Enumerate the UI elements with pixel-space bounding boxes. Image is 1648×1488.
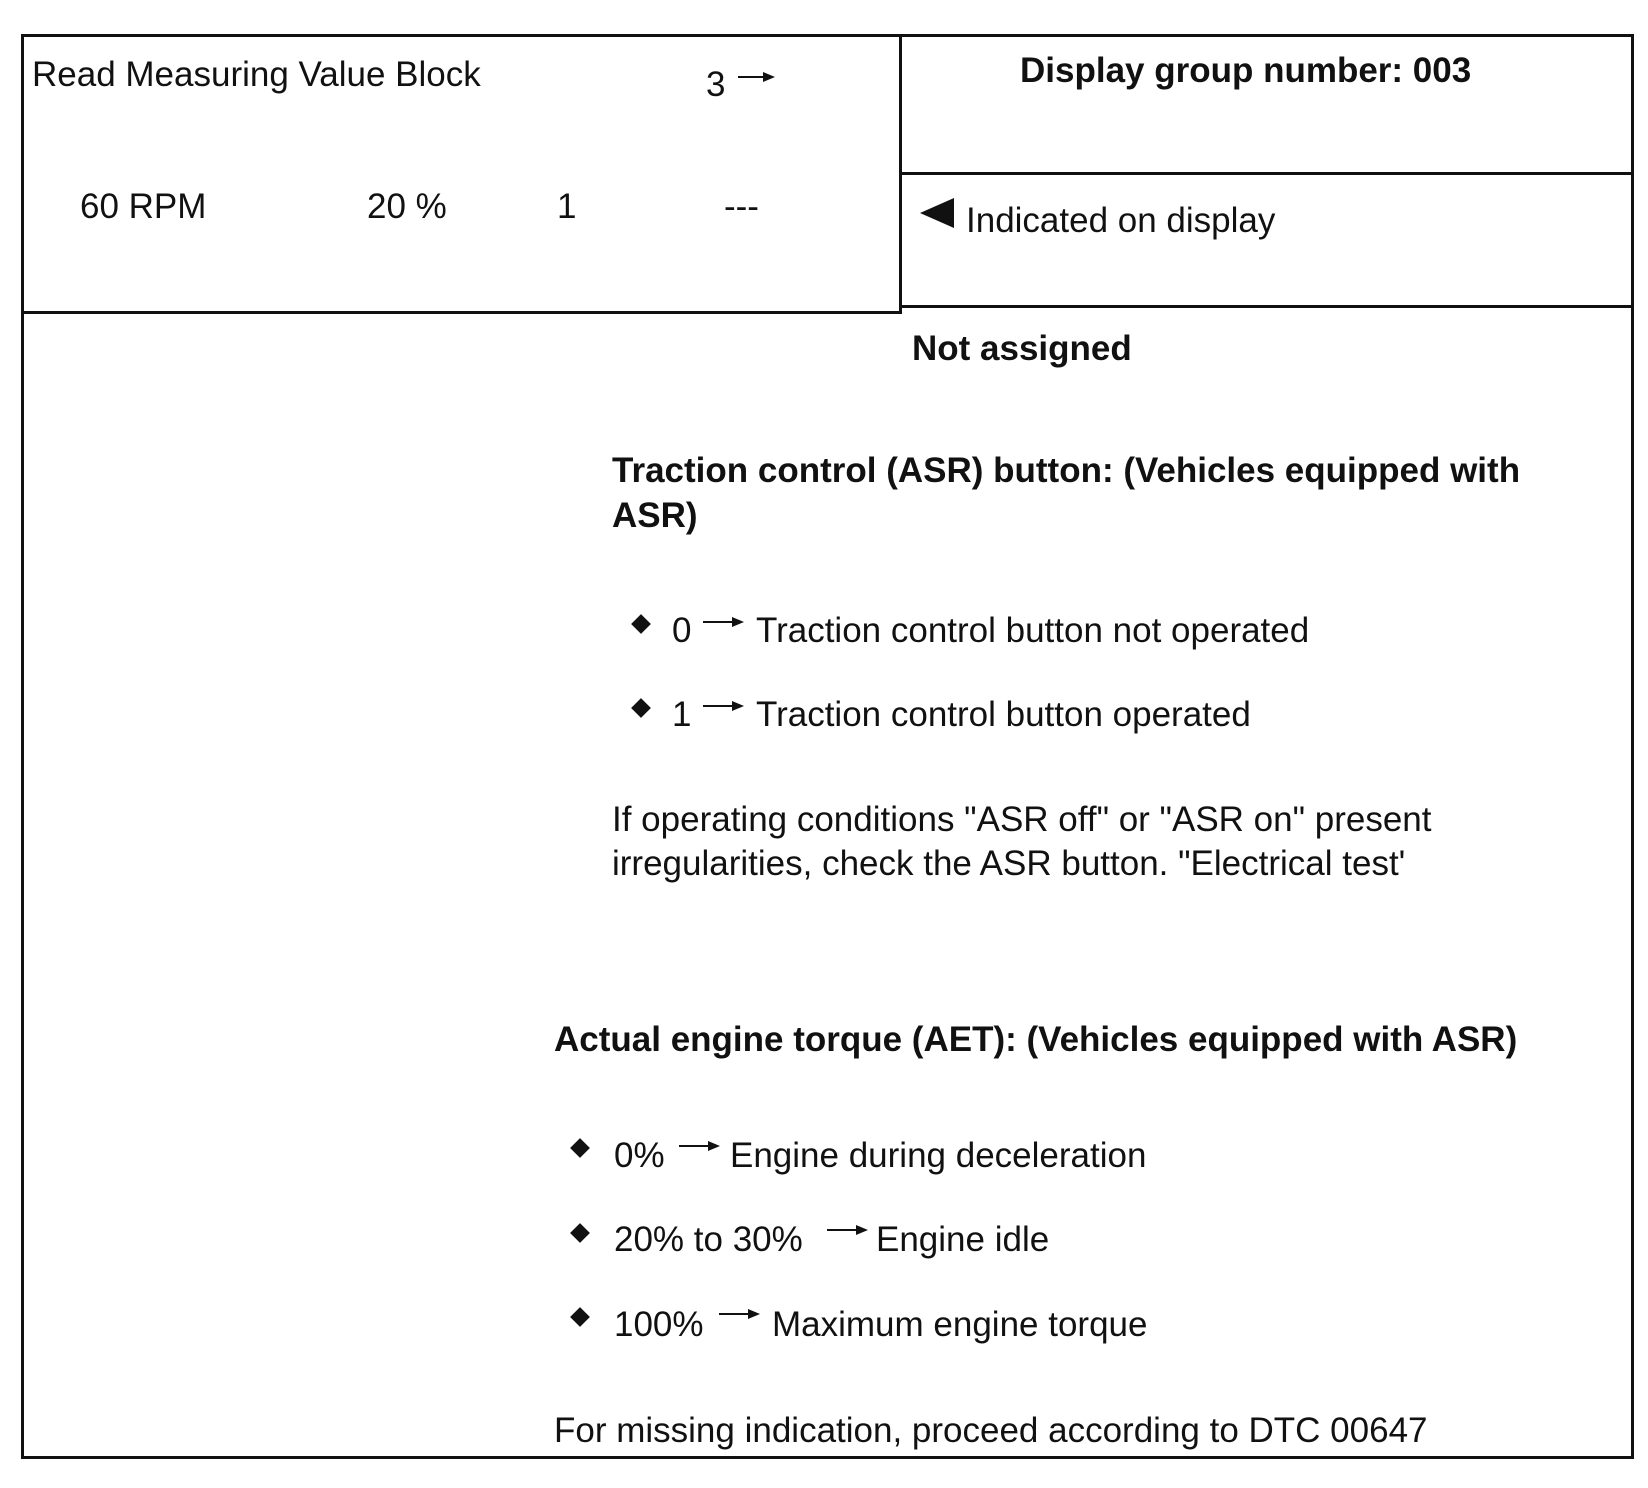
indicated-label: Indicated on display bbox=[966, 201, 1276, 240]
torque-item-2-value: 100% bbox=[614, 1305, 704, 1344]
traction-heading-line1: Traction control (ASR) button: (Vehicles equipped with bbox=[612, 451, 1521, 490]
torque-item-0-value: 0% bbox=[614, 1136, 665, 1175]
footer-note: For missing indication, proceed according to DTC 00647 bbox=[554, 1411, 1428, 1450]
right-arrow-icon bbox=[702, 614, 746, 630]
right-arrow-icon bbox=[826, 1222, 870, 1238]
torque-item-2-text: Maximum engine torque bbox=[772, 1305, 1148, 1344]
torque-item-1-value: 20% to 30% bbox=[614, 1220, 803, 1259]
value-percent: 20 % bbox=[367, 187, 447, 226]
traction-item-1-text: Traction control button operated bbox=[756, 695, 1251, 734]
traction-item-0-value: 0 bbox=[672, 611, 692, 650]
traction-item-1-value: 1 bbox=[672, 695, 692, 734]
header-divider-right-bottom bbox=[899, 305, 1634, 308]
left-triangle-icon bbox=[918, 196, 956, 230]
traction-note-line1: If operating conditions "ASR off" or "ASR on" present bbox=[612, 800, 1432, 839]
header-divider-right-middle bbox=[899, 172, 1634, 175]
not-assigned-label: Not assigned bbox=[912, 329, 1132, 368]
header-divider-left-bottom bbox=[21, 311, 902, 314]
torque-heading: Actual engine torque (AET): (Vehicles equipped with ASR) bbox=[554, 1020, 1518, 1059]
right-arrow-icon bbox=[737, 69, 777, 85]
torque-item-0-text: Engine during deceleration bbox=[730, 1136, 1147, 1175]
right-arrow-icon bbox=[678, 1138, 722, 1154]
traction-heading-line2: ASR) bbox=[612, 496, 698, 535]
page-frame bbox=[21, 34, 1634, 1459]
value-rpm: 60 RPM bbox=[80, 187, 207, 226]
torque-item-1-text: Engine idle bbox=[876, 1220, 1050, 1259]
panel-title: Read Measuring Value Block bbox=[32, 55, 481, 94]
traction-item-0-text: Traction control button not operated bbox=[756, 611, 1310, 650]
traction-note-line2: irregularities, check the ASR button. "Electrical test' bbox=[612, 844, 1406, 883]
value-dashes: --- bbox=[724, 187, 759, 226]
block-number: 3 bbox=[706, 65, 726, 104]
display-group-title: Display group number: 003 bbox=[1020, 51, 1472, 90]
value-one: 1 bbox=[557, 187, 577, 226]
right-arrow-icon bbox=[718, 1306, 762, 1322]
right-arrow-icon bbox=[702, 698, 746, 714]
